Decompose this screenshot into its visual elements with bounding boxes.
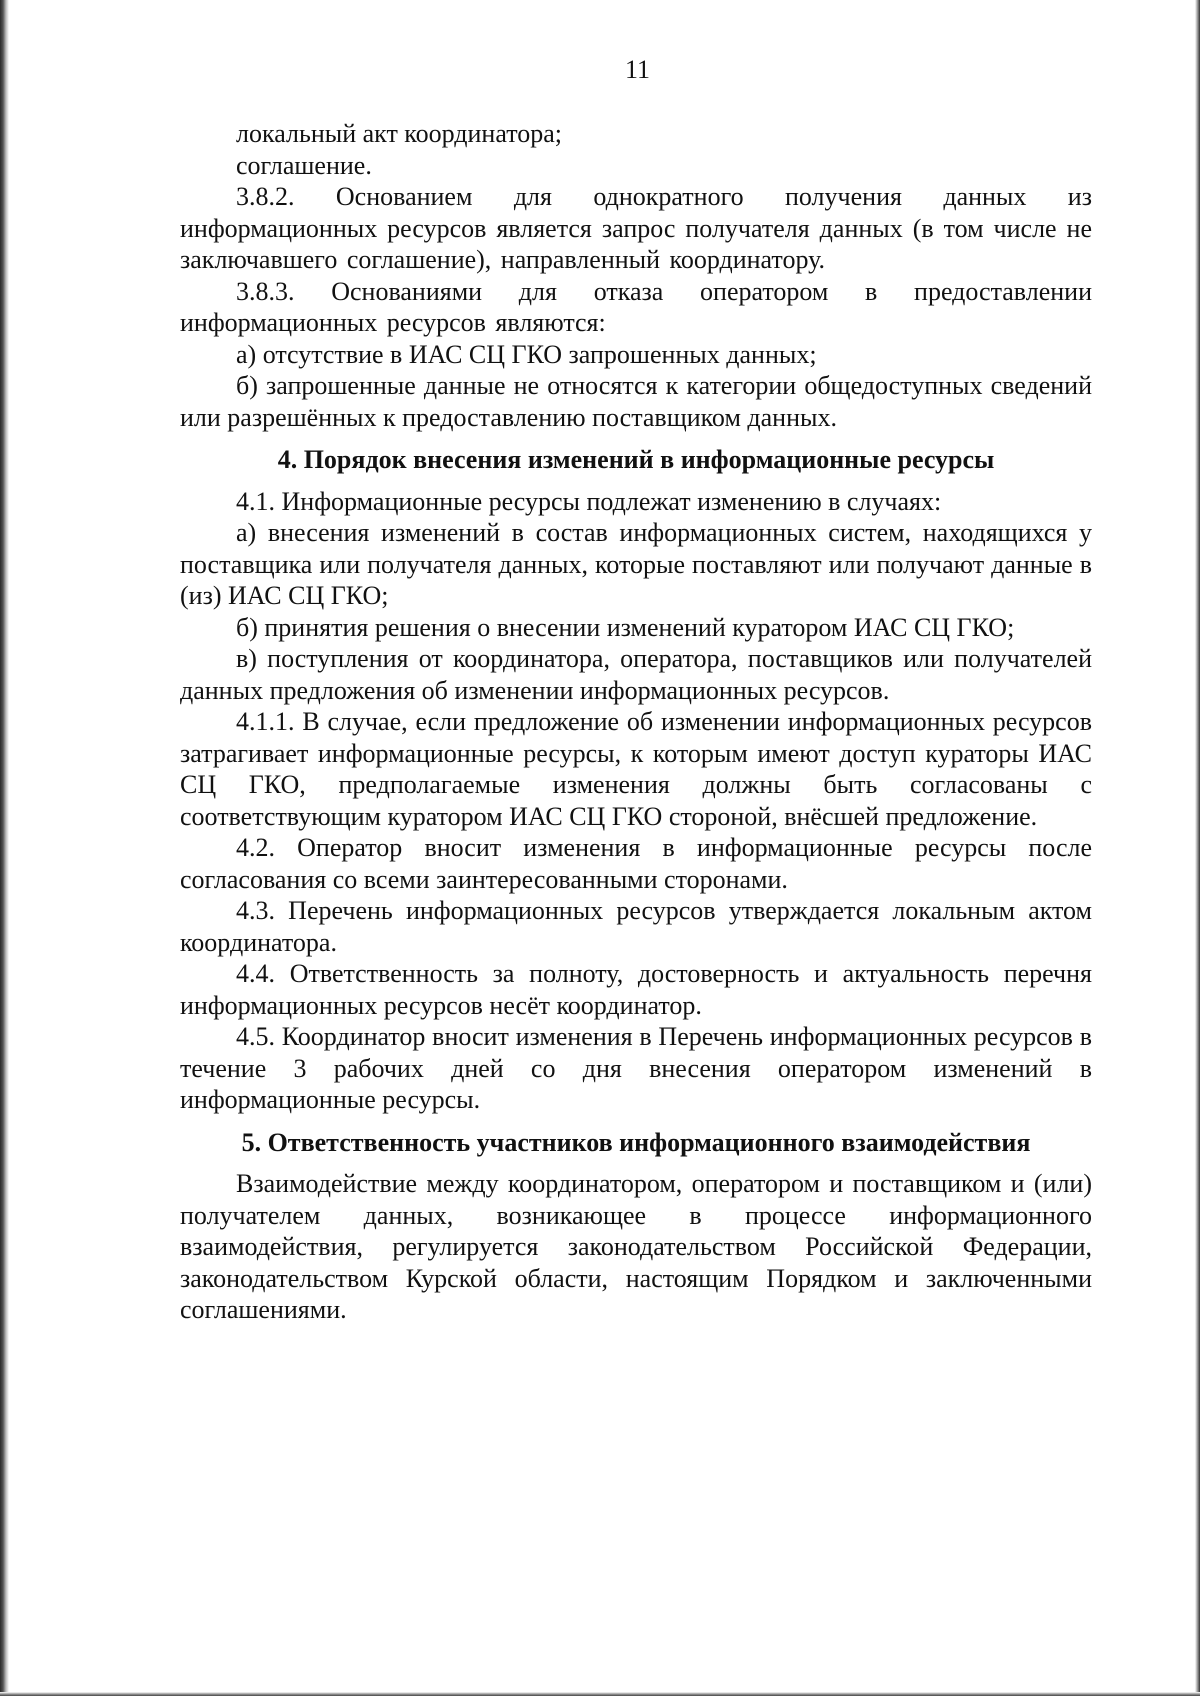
page-number: 11 <box>624 55 651 84</box>
paragraph-5: Взаимодействие между координатором, оператором и поставщиком и (или) получателем данных, возникающее в процессе информационного взаимодействия, регулируется законодательством Российской Федерации, законодательством Курской области, настоящим Порядком и заключенными соглашениями. <box>180 1169 1092 1324</box>
paragraph-4-1-b: б) принятия решения о внесении изменений куратором ИАС СЦ ГКО; <box>236 612 1015 642</box>
section-5-heading: 5. Ответственность участников информационного взаимодействия <box>241 1127 1031 1157</box>
paragraph-4-1-a: а) внесения изменений в состав информационных систем, находящихся у поставщика или получателя данных, которые поставляют или получают данные в (из) ИАС СЦ ГКО; <box>180 518 1092 610</box>
paragraph-3-8-3-b: б) запрошенные данные не относятся к категории общедоступных сведений или разрешённых к предоставлению поставщиком данных. <box>180 371 1092 432</box>
paragraph-3-8-3: 3.8.3. Основаниями для отказа оператором в предоставлении информационных ресурсов являются: <box>180 276 1092 337</box>
document-body <box>180 118 1092 1326</box>
paragraph-3-8-3-a: а) отсутствие в ИАС СЦ ГКО запрошенных данных; <box>236 339 817 369</box>
paragraph-3-8-2: 3.8.2. Основанием для однократного получения данных из информационных ресурсов является запрос получателя данных (в том числе не заключавшего соглашение), направленный координатору. <box>180 182 1092 274</box>
scan-bottom-edge <box>0 1692 1200 1696</box>
scan-left-edge <box>0 0 9 1696</box>
paragraph-4-2: 4.2. Оператор вносит изменения в информационные ресурсы после согласования со всеми заинтересованными сторонами. <box>180 833 1092 894</box>
paragraph-4-1-c: в) поступления от координатора, оператора, поставщиков или получателей данных предложения об изменении информационных ресурсов. <box>180 644 1092 705</box>
paragraph-4-1-1: 4.1.1. В случае, если предложение об изменении информационных ресурсов затрагивает информационные ресурсы, к которым имеют доступ кураторы ИАС СЦ ГКО, предполагаемые изменения должны быть согласованы с соответствующим куратором ИАС СЦ ГКО стороной, внёсшей предложение. <box>180 707 1092 831</box>
paragraph-4-3: 4.3. Перечень информационных ресурсов утверждается локальным актом координатора. <box>180 896 1092 957</box>
paragraph-4-5: 4.5. Координатор вносит изменения в Перечень информационных ресурсов в течение 3 рабочих дней со дня внесения оператором изменений в информационные ресурсы. <box>180 1022 1092 1114</box>
paragraph-4-4: 4.4. Ответственность за полноту, достоверность и актуальность перечня информационных ресурсов несёт координатор. <box>180 959 1092 1020</box>
section-4-heading: 4. Порядок внесения изменений в информационные ресурсы <box>277 445 995 474</box>
paragraph-4-1: 4.1. Информационные ресурсы подлежат изменению в случаях: <box>236 486 942 516</box>
scan-right-edge <box>1195 0 1200 1696</box>
paragraph-agreement: соглашение. <box>236 150 372 180</box>
paragraph-local-act: локальный акт координатора; <box>236 119 562 148</box>
